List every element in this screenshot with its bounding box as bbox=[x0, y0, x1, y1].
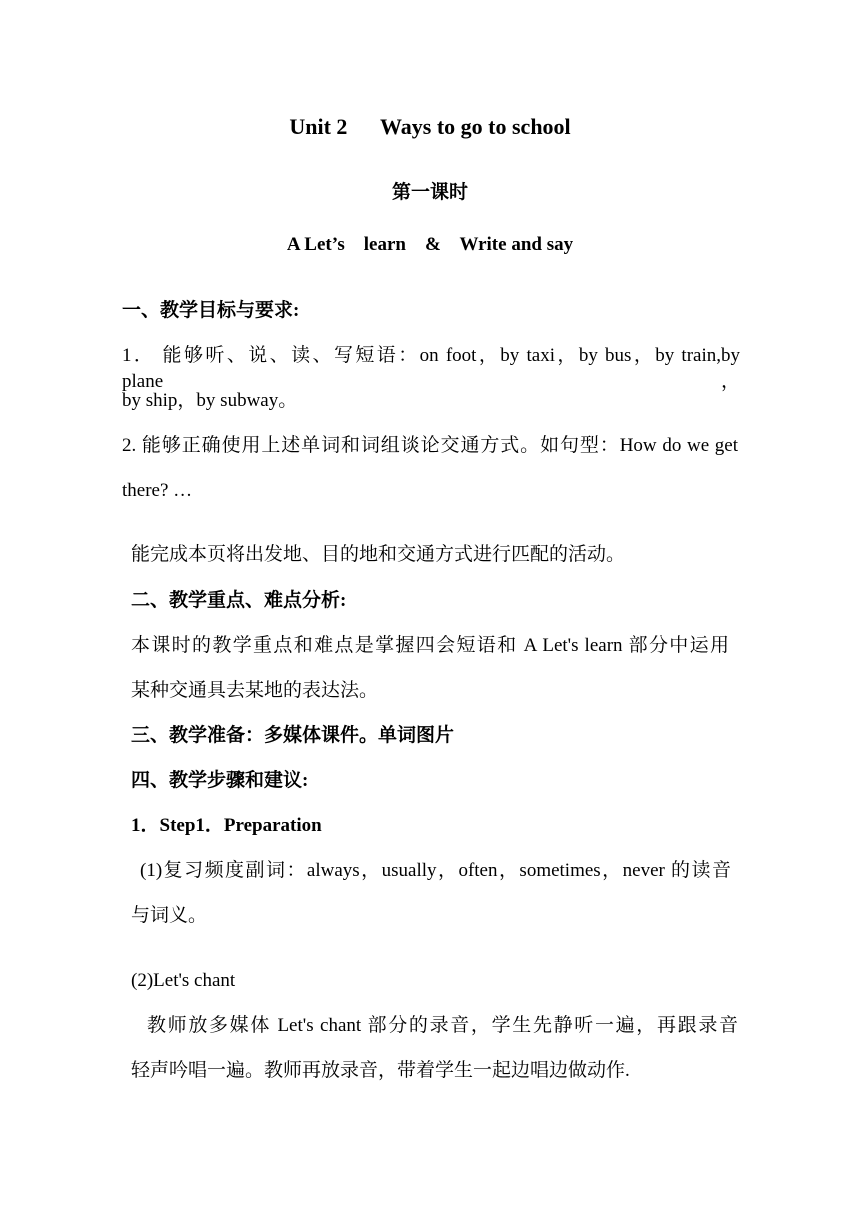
step1-item1-line2: 与词义。 bbox=[131, 905, 208, 926]
document-title: Unit 2 Ways to go to school bbox=[289, 114, 571, 139]
section3-heading: 三、教学准备：多媒体课件。单词图片 bbox=[131, 725, 455, 746]
step1-item1-line1: (1)复习频度副词：always，usually，often，sometimes，never 的读音 bbox=[140, 860, 731, 881]
objective-2-line1: 2. 能够正确使用上述单词和词组谈论交通方式。如句型：How do we get bbox=[122, 435, 738, 456]
objective-3: 能完成本页将出发地、目的地和交通方式进行匹配的活动。 bbox=[131, 544, 626, 565]
step1-item2-line2: 轻声吟唱一遍。教师再放录音，带着学生一起边唱边做动作. bbox=[131, 1060, 630, 1081]
section4-heading: 四、教学步骤和建议: bbox=[131, 770, 309, 791]
objective-2-line2: there? … bbox=[122, 480, 193, 501]
section2-line2: 某种交通具去某地的表达法。 bbox=[131, 680, 379, 701]
objective-1-line1: 1． 能够听、说、读、写短语：on foot，by taxi，by bus，by train,by plane， bbox=[122, 345, 740, 392]
step1-item2-line1: 教师放多媒体 Let's chant 部分的录音，学生先静听一遍，再跟录音 bbox=[147, 1015, 738, 1036]
lesson-subtitle: A Let’s learn & Write and say bbox=[286, 234, 574, 255]
step1-heading: 1．Step1．Preparation bbox=[131, 815, 322, 836]
section1-heading: 一、教学目标与要求: bbox=[122, 300, 300, 321]
objective-1-line2: by ship，by subway。 bbox=[122, 390, 298, 411]
step1-item2-heading: (2)Let's chant bbox=[131, 970, 236, 991]
section2-line1: 本课时的教学重点和难点是掌握四会短语和 A Let's learn 部分中运用 bbox=[131, 635, 729, 656]
section2-heading: 二、教学重点、难点分析: bbox=[131, 590, 347, 611]
lesson-label: 第一课时 bbox=[391, 182, 468, 203]
